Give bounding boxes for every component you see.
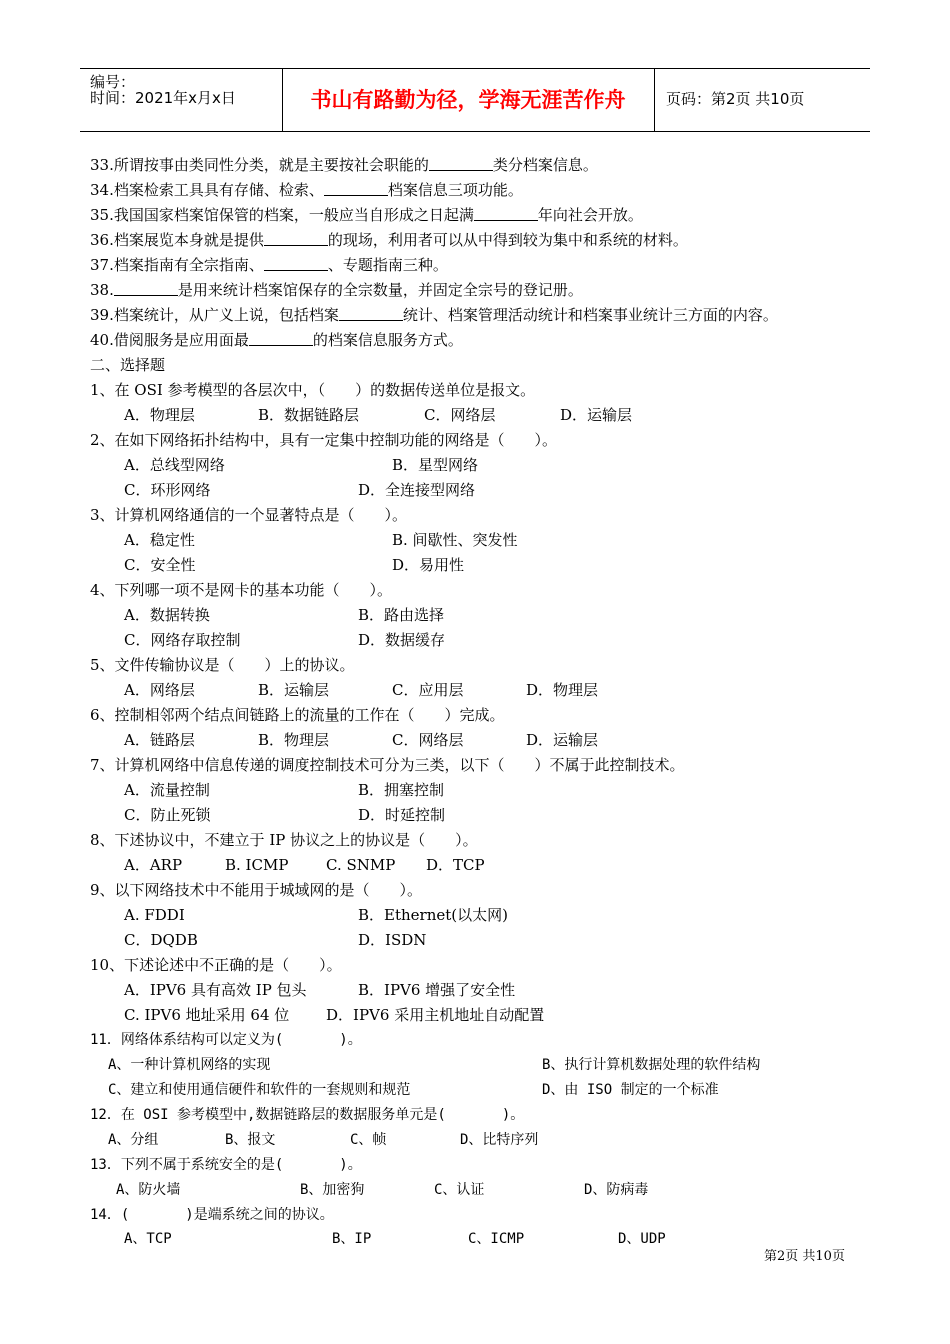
header-middle-cell bbox=[282, 69, 655, 131]
option-c: C．安全性 bbox=[124, 556, 196, 574]
question-8-stem: 8、下述协议中，不建立于 IP 协议之上的协议是（ ）。 bbox=[90, 831, 478, 849]
option-b: B．拥塞控制 bbox=[358, 781, 445, 799]
option-d: D、由 ISO 制定的一个标准 bbox=[542, 1082, 719, 1098]
question-text-after: 统计、档案管理活动统计和档案事业统计三方面的内容。 bbox=[402, 306, 778, 324]
header-left-cell bbox=[80, 69, 283, 131]
option-b: B、执行计算机数据处理的软件结构 bbox=[542, 1057, 761, 1073]
question-number: 37. bbox=[90, 256, 114, 274]
option-c: C．DQDB bbox=[124, 931, 198, 949]
header-page-info: 页码：第2页 共10页 bbox=[666, 90, 805, 108]
question-number: 38. bbox=[90, 281, 114, 299]
question-9-stem: 9、以下网络技术中不能用于城域网的是（ ）。 bbox=[90, 881, 423, 899]
question-text-before: 借阅服务是应用面最 bbox=[113, 331, 249, 349]
fill-blank-36 bbox=[90, 230, 688, 250]
option-c: C、认证 bbox=[434, 1182, 485, 1198]
fill-blank-37 bbox=[90, 255, 448, 275]
fill-blank-39 bbox=[90, 305, 778, 325]
answer-blank bbox=[474, 206, 538, 221]
question-13-stem: 13．下列不属于系统安全的是( )。 bbox=[90, 1157, 362, 1173]
option-b: B. 间歇性、突发性 bbox=[392, 531, 518, 549]
option-b: B．IPV6 增强了安全性 bbox=[358, 981, 516, 999]
answer-blank bbox=[264, 256, 328, 271]
question-5-stem: 5、文件传输协议是（ ）上的协议。 bbox=[90, 656, 355, 674]
option-a: A．数据转换 bbox=[124, 606, 210, 624]
question-14-stem: 14．( )是端系统之间的协议。 bbox=[90, 1207, 334, 1223]
question-3-stem: 3、计算机网络通信的一个显著特点是（ ）。 bbox=[90, 506, 408, 524]
question-10-stem: 10、下述论述中不正确的是（ ）。 bbox=[90, 956, 342, 974]
fill-blank-34 bbox=[90, 180, 523, 200]
doc-code-label: 编号： bbox=[90, 73, 136, 91]
fill-blank-38 bbox=[90, 280, 583, 300]
question-text-after: 档案信息三项功能。 bbox=[387, 181, 523, 199]
question-2-stem: 2、在如下网络拓扑结构中，具有一定集中控制功能的网络是（ ）。 bbox=[90, 431, 558, 449]
fill-blank-33 bbox=[90, 155, 598, 175]
option-a: A、一种计算机网络的实现 bbox=[108, 1057, 271, 1073]
option-a: A、TCP bbox=[124, 1231, 172, 1247]
option-a: A．IPV6 具有高效 IP 包头 bbox=[124, 981, 307, 999]
question-text-before: 所谓按事由类同性分类，就是主要按社会职能的 bbox=[113, 156, 429, 174]
option-a: A．链路层 bbox=[124, 731, 195, 749]
question-text-after: 、专题指南三种。 bbox=[327, 256, 448, 274]
option-a: A．ARP bbox=[124, 856, 183, 874]
option-a: A. FDDI bbox=[124, 906, 185, 924]
question-text-after: 的档案信息服务方式。 bbox=[312, 331, 463, 349]
header-motto: 书山有路勤为径，学海无涯苦作舟 bbox=[310, 88, 626, 112]
question-11-stem: 11．网络体系结构可以定义为( )。 bbox=[90, 1032, 362, 1048]
option-b: B．Ethernet(以太网) bbox=[358, 906, 508, 924]
option-b: B．物理层 bbox=[258, 731, 330, 749]
answer-blank bbox=[429, 156, 493, 171]
option-c: C．网络层 bbox=[392, 731, 464, 749]
question-text-after: 类分档案信息。 bbox=[492, 156, 598, 174]
answer-blank bbox=[324, 181, 388, 196]
question-text-after: 年向社会开放。 bbox=[537, 206, 643, 224]
option-b: B. ICMP bbox=[225, 856, 289, 874]
option-c: C、帧 bbox=[350, 1132, 387, 1148]
answer-blank bbox=[339, 306, 403, 321]
question-number: 33. bbox=[90, 156, 114, 174]
fill-blank-40 bbox=[90, 330, 463, 350]
option-c: C. SNMP bbox=[326, 856, 396, 874]
option-d: D．TCP bbox=[426, 856, 485, 874]
option-d: D．ISDN bbox=[358, 931, 427, 949]
option-d: D．数据缓存 bbox=[358, 631, 446, 649]
question-text-before: 我国国家档案馆保管的档案，一般应当自形成之日起满 bbox=[113, 206, 474, 224]
option-d: D、UDP bbox=[618, 1231, 666, 1247]
option-a: A．网络层 bbox=[124, 681, 195, 699]
option-b: B、报文 bbox=[225, 1132, 276, 1148]
option-b: B．数据链路层 bbox=[258, 406, 360, 424]
answer-blank bbox=[114, 281, 178, 296]
question-12-stem: 12．在 OSI 参考模型中,数据链路层的数据服务单元是( )。 bbox=[90, 1107, 525, 1123]
answer-blank bbox=[249, 331, 313, 346]
question-number: 40. bbox=[90, 331, 114, 349]
option-d: D．运输层 bbox=[560, 406, 633, 424]
question-text-after: 是用来统计档案馆保存的全宗数量，并固定全宗号的登记册。 bbox=[177, 281, 583, 299]
question-6-stem: 6、控制相邻两个结点间链路上的流量的工作在（ ）完成。 bbox=[90, 706, 505, 724]
option-a: A．物理层 bbox=[124, 406, 195, 424]
option-d: D、比特序列 bbox=[460, 1132, 539, 1148]
option-d: D．运输层 bbox=[526, 731, 599, 749]
option-d: D、防病毒 bbox=[584, 1182, 649, 1198]
option-b: B．运输层 bbox=[258, 681, 330, 699]
option-d: D．物理层 bbox=[526, 681, 599, 699]
question-number: 39. bbox=[90, 306, 114, 324]
option-c: C．环形网络 bbox=[124, 481, 211, 499]
option-a: A、防火墙 bbox=[116, 1182, 181, 1198]
question-number: 34. bbox=[90, 181, 114, 199]
question-number: 36. bbox=[90, 231, 114, 249]
option-c: C．网络存取控制 bbox=[124, 631, 241, 649]
option-b: B．路由选择 bbox=[358, 606, 445, 624]
question-text-after: 的现场，利用者可以从中得到较为集中和系统的材料。 bbox=[327, 231, 688, 249]
option-c: C．应用层 bbox=[392, 681, 464, 699]
option-a: A．稳定性 bbox=[124, 531, 195, 549]
question-4-stem: 4、下列哪一项不是网卡的基本功能（ ）。 bbox=[90, 581, 393, 599]
option-c: C、建立和使用通信硬件和软件的一套规则和规范 bbox=[108, 1082, 411, 1098]
fill-blank-35 bbox=[90, 205, 643, 225]
option-b: B．星型网络 bbox=[392, 456, 479, 474]
header-right-cell bbox=[656, 69, 870, 131]
question-text-before: 档案检索工具具有存储、检索、 bbox=[113, 181, 324, 199]
question-text-before: 档案指南有全宗指南、 bbox=[113, 256, 264, 274]
doc-date: 时间：2021年x月x日 bbox=[90, 89, 236, 107]
question-text-before: 档案统计，从广义上说，包括档案 bbox=[113, 306, 339, 324]
page-header bbox=[80, 68, 870, 132]
option-b: B、加密狗 bbox=[300, 1182, 365, 1198]
option-c: C．防止死锁 bbox=[124, 806, 211, 824]
option-d: D．全连接型网络 bbox=[358, 481, 476, 499]
option-d: D．时延控制 bbox=[358, 806, 446, 824]
option-d: D．IPV6 采用主机地址自动配置 bbox=[326, 1006, 545, 1024]
option-b: B、IP bbox=[332, 1231, 372, 1247]
question-7-stem: 7、计算机网络中信息传递的调度控制技术可分为三类，以下（ ）不属于此控制技术。 bbox=[90, 756, 685, 774]
question-text-before: 档案展览本身就是提供 bbox=[113, 231, 264, 249]
page-footer: 第2页 共10页 bbox=[764, 1249, 845, 1264]
question-number: 35. bbox=[90, 206, 114, 224]
option-a: A、分组 bbox=[108, 1132, 159, 1148]
option-a: A．流量控制 bbox=[124, 781, 210, 799]
option-c: C．网络层 bbox=[424, 406, 496, 424]
option-c: C. IPV6 地址采用 64 位 bbox=[124, 1006, 290, 1024]
option-c: C、ICMP bbox=[468, 1231, 525, 1247]
answer-blank bbox=[264, 231, 328, 246]
question-1-stem: 1、在 OSI 参考模型的各层次中，（ ）的数据传送单位是报文。 bbox=[90, 381, 536, 399]
section-title: 二、选择题 bbox=[90, 356, 166, 374]
option-d: D．易用性 bbox=[392, 556, 465, 574]
option-a: A．总线型网络 bbox=[124, 456, 225, 474]
